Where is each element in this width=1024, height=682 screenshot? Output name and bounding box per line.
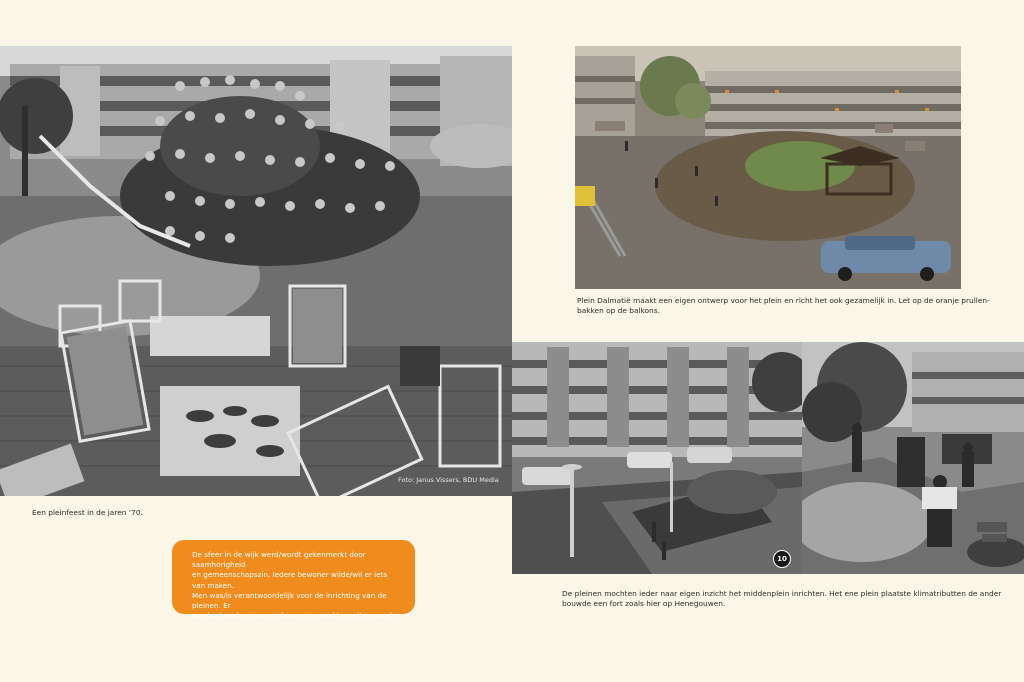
- street-party-photo: [0, 46, 512, 496]
- workers-digging-photo: [802, 342, 1024, 574]
- caption-line: bakken op de balkons.: [577, 306, 660, 315]
- quote-callout-box: [172, 540, 415, 621]
- party-photo-caption: Een pleinfeest in de jaren ’70.: [32, 508, 143, 517]
- caption-line: bouwde een fort zoals hier op Henegouwen.: [562, 599, 726, 608]
- callout-line: werden/worden samen plannen gemaakt en uitgevoerd.: [192, 611, 395, 621]
- square-groundwork-photo: [512, 342, 802, 574]
- photo-credit: Foto: Janus Vissers, BDU Media: [398, 476, 499, 484]
- caption-line: Plein Dalmatië maakt een eigen ontwerp voor het plein en richt het ook gezamelijk in. Let op de oranje prullen-: [577, 296, 990, 305]
- callout-line: en gemeenschapszin. Iedere bewoner wilde/wil er iets van maken.: [192, 570, 388, 590]
- callout-line: De sfeer in de wijk werd/wordt gekenmerkt door saamhorigheid: [192, 550, 366, 570]
- caption-line: De pleinen mochten ieder naar eigen inzicht het middenplein inrichten. Het ene plein plaatste klimatributten de ander: [562, 589, 1002, 598]
- page-number-badge: 10: [773, 550, 791, 568]
- square-color-photo-caption: [577, 296, 990, 316]
- square-bw-photo-caption: [562, 589, 1001, 609]
- callout-line: Men was/is verantwoordelijk voor de inrichting van de pleinen. Er: [192, 590, 387, 611]
- square-under-construction-color-photo: [575, 46, 961, 289]
